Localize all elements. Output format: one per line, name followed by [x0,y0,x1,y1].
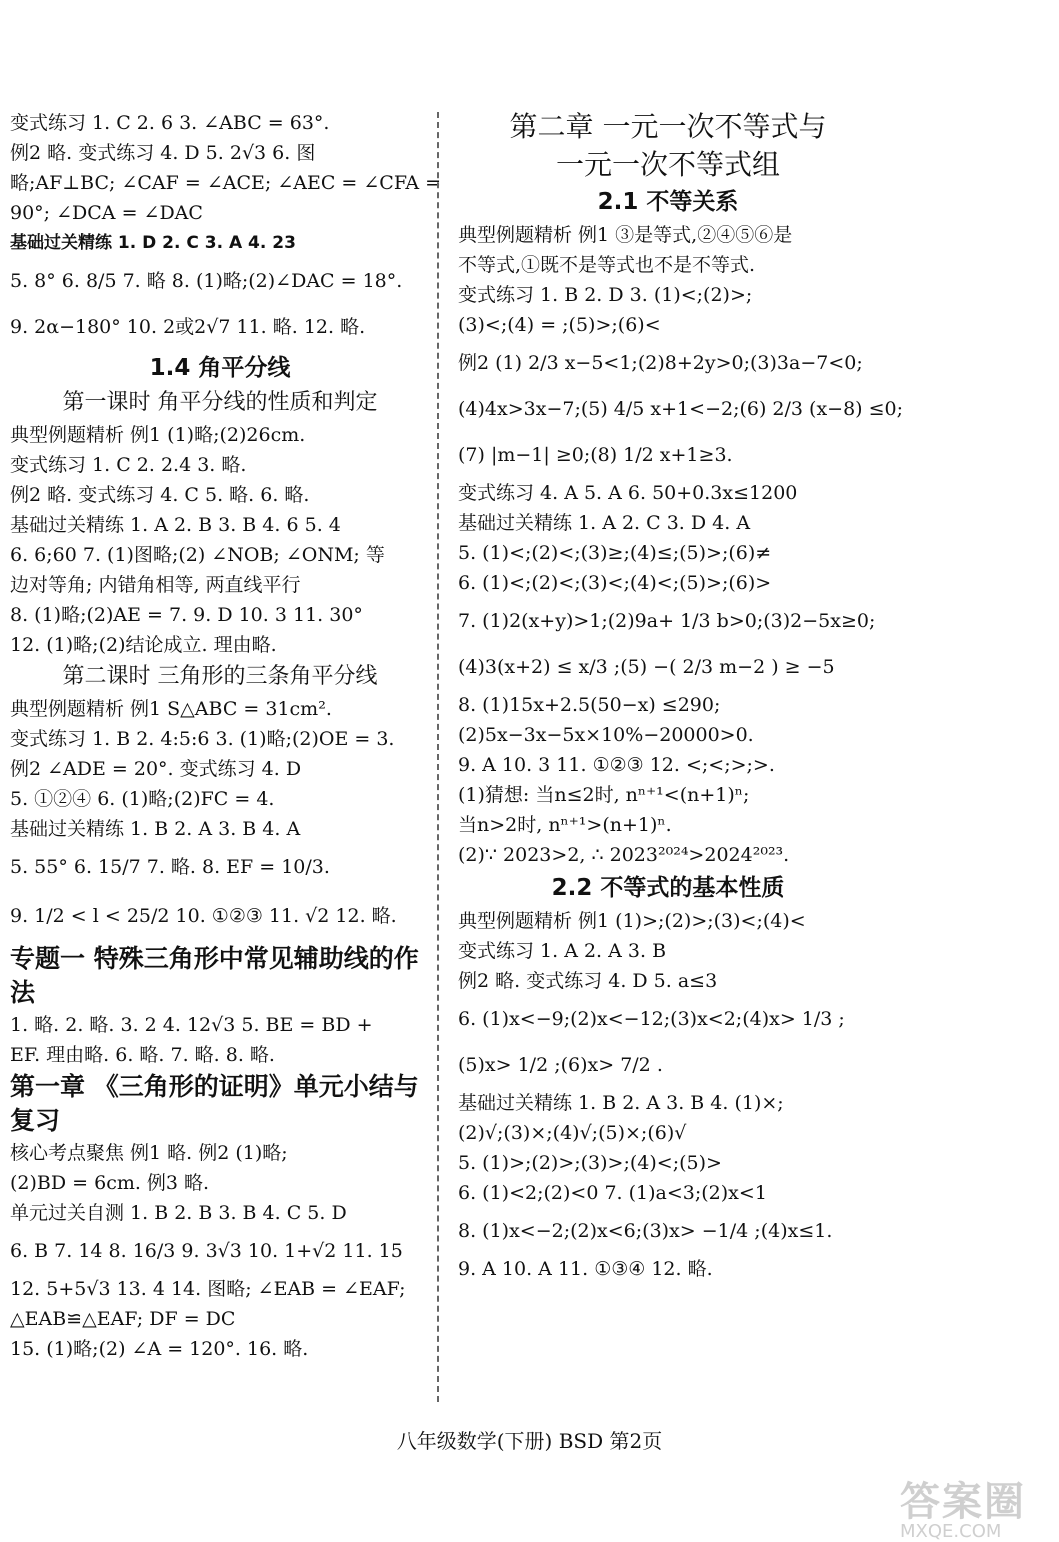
left-column [10,108,442,1364]
answer-line: 15. (1)略;(2) ∠A = 120°. 16. 略. [10,1338,309,1360]
answer-line: 例2 (1) 2/3 x−5<1;(2)8+2y>0;(3)3a−7<0; [458,352,863,374]
answer-line: 8. (1)略;(2)AE = 7. 9. D 10. 3 11. 30° [10,604,363,626]
answer-line: (7) |m−1| ≥0;(8) 1/2 x+1≥3. [458,444,733,466]
answer-line: 典型例题精析 例1 S△ABC = 31cm². [10,698,332,720]
chapter-title: 一元一次不等式组 [555,148,780,181]
watermark-url: MXQE.COM [900,1521,1002,1542]
answer-line: 5. (1)<;(2)<;(3)≥;(4)≤;(5)>;(6)≠ [458,542,772,564]
page-footer: 八年级数学(下册) BSD 第2页 [396,1429,663,1453]
answer-line: 基础过关精练 1. A 2. B 3. B 4. 6 5. 4 [10,514,341,536]
answer-line: (5)x> 1/2 ;(6)x> 7/2 . [458,1054,663,1076]
answer-line: 8. (1)15x+2.5(50−x) ≤290; [458,694,721,716]
watermark-mark: 答案圈 [900,1479,1026,1525]
answer-line: 基础过关精练 1. A 2. C 3. D 4. A [458,512,751,534]
answer-line: 6. (1)<;(2)<;(3)<;(4)<;(5)>;(6)> [458,572,772,594]
answer-line: 变式练习 1. C 2. 6 3. ∠ABC = 63°. [10,112,330,134]
answer-line: 基础过关精练 1. B 2. A 3. B 4. (1)×; [458,1092,784,1114]
answer-line: 6. (1)x<−9;(2)x<−12;(3)x<2;(4)x> 1/3 ; [458,1008,845,1030]
answer-line: 90°; ∠DCA = ∠DAC [10,202,203,224]
column-divider [437,112,439,1402]
answer-line: (4)4x>3x−7;(5) 4/5 x+1<−2;(6) 2/3 (x−8) ≤0; [458,398,904,420]
chapter-review-heading: 第一章 《三角形的证明》单元小结与复习 [10,1072,419,1135]
answer-line: (2)∵ 2023>2, ∴ 2023²⁰²⁴>2024²⁰²³. [458,844,790,866]
answer-line: 当n>2时, nⁿ⁺¹>(n+1)ⁿ. [458,814,672,836]
answer-line: 边对等角; 内错角相等, 两直线平行 [10,574,301,596]
answer-line: 5. (1)>;(2)>;(3)>;(4)<;(5)> [458,1152,722,1174]
right-column [458,108,904,1284]
answer-line: 6. 6;60 7. (1)图略;(2) ∠NOB; ∠ONM; 等 [10,544,385,566]
topic-heading: 专题一 特殊三角形中常见辅助线的作法 [10,944,419,1007]
answer-line: 1. 略. 2. 略. 3. 2 4. 12√3 5. BE = BD + [10,1014,373,1036]
answer-line: 略;AF⊥BC; ∠CAF = ∠ACE; ∠AEC = ∠CFA = [10,172,442,194]
answer-line: 9. A 10. 3 11. ①②③ 12. <;<;>;>. [458,754,775,776]
answer-line: 单元过关自测 1. B 2. B 3. B 4. C 5. D [10,1202,347,1224]
answer-line: EF. 理由略. 6. 略. 7. 略. 8. 略. [10,1044,275,1066]
answer-line: 变式练习 1. B 2. 4:5:6 3. (1)略;(2)OE = 3. [10,728,395,750]
answer-line: 9. A 10. A 11. ①③④ 12. 略. [458,1258,713,1280]
answer-line: 8. (1)x<−2;(2)x<6;(3)x> −1/4 ;(4)x≤1. [458,1220,833,1242]
answer-line: 典型例题精析 例1 (1)略;(2)26cm. [10,424,306,446]
answer-line: 5. ①②④ 6. (1)略;(2)FC = 4. [10,788,275,810]
answer-line: 9. 2α−180° 10. 2或2√7 11. 略. 12. 略. [10,316,366,338]
answer-line: 9. 1/2 < l < 25/2 10. ①②③ 11. √2 12. 略. [10,905,397,927]
answer-line: 例2 ∠ADE = 20°. 变式练习 4. D [10,758,302,780]
answer-line: 12. 5+5√3 13. 4 14. 图略; ∠EAB = ∠EAF; [10,1278,406,1300]
answer-line: (3)<;(4) = ;(5)>;(6)< [458,314,661,336]
answer-line: (1)猜想: 当n≤2时, nⁿ⁺¹<(n+1)ⁿ; [458,784,750,806]
answer-line: 基础过关精练 1. B 2. A 3. B 4. A [10,818,301,840]
answer-line: △EAB≌△EAF; DF = DC [10,1308,236,1330]
answer-line: 6. (1)<2;(2)<0 7. (1)a<3;(2)x<1 [458,1182,767,1204]
section-label-line: 基础过关精练 1. D 2. C 3. A 4. 23 [10,233,296,253]
answer-line: 变式练习 1. A 2. A 3. B [458,940,667,962]
answer-line: 典型例题精析 例1 ③是等式,②④⑤⑥是 [458,224,793,246]
section-heading: 1.4 角平分线 [149,355,291,381]
answer-line: (2)BD = 6cm. 例3 略. [10,1172,210,1194]
answer-line: (4)3(x+2) ≤ x/3 ;(5) −( 2/3 m−2 ) ≥ −5 [458,656,835,678]
answer-line: 例2 略. 变式练习 4. D 5. a≤3 [458,970,718,992]
chapter-title: 第二章 一元一次不等式与 [509,110,827,143]
answer-line: 例2 略. 变式练习 4. D 5. 2√3 6. 图 [10,142,316,164]
answer-line: 7. (1)2(x+y)>1;(2)9a+ 1/3 b>0;(3)2−5x≥0; [458,610,876,632]
answer-line: 5. 55° 6. 15/7 7. 略. 8. EF = 10/3. [10,856,330,878]
answer-line: 5. 8° 6. 8/5 7. 略 8. (1)略;(2)∠DAC = 18°. [10,270,403,292]
answer-line: 变式练习 1. C 2. 2.4 3. 略. [10,454,247,476]
answer-line: 变式练习 4. A 5. A 6. 50+0.3x≤1200 [458,482,798,504]
answer-line: 6. B 7. 14 8. 16/3 9. 3√3 10. 1+√2 11. 15 [10,1240,403,1262]
answer-line: 核心考点聚焦 例1 略. 例2 (1)略; [10,1142,288,1164]
section-heading: 2.2 不等式的基本性质 [551,875,785,901]
answer-line: 变式练习 1. B 2. D 3. (1)<;(2)>; [458,284,753,306]
answer-line: 例2 略. 变式练习 4. C 5. 略. 6. 略. [10,484,310,506]
lesson-heading: 第一课时 角平分线的性质和判定 [62,390,378,415]
section-heading: 2.1 不等关系 [597,189,739,215]
answer-line: 12. (1)略;(2)结论成立. 理由略. [10,634,277,656]
answer-line: (2)5x−3x−5x×10%−20000>0. [458,724,754,746]
watermark-logo [900,1470,1050,1542]
answer-line: (2)√;(3)×;(4)√;(5)×;(6)√ [458,1122,687,1144]
answer-line: 不等式,①既不是等式也不是不等式. [458,254,756,276]
answer-line: 典型例题精析 例1 (1)>;(2)>;(3)<;(4)< [458,910,806,932]
lesson-heading: 第二课时 三角形的三条角平分线 [62,664,378,689]
